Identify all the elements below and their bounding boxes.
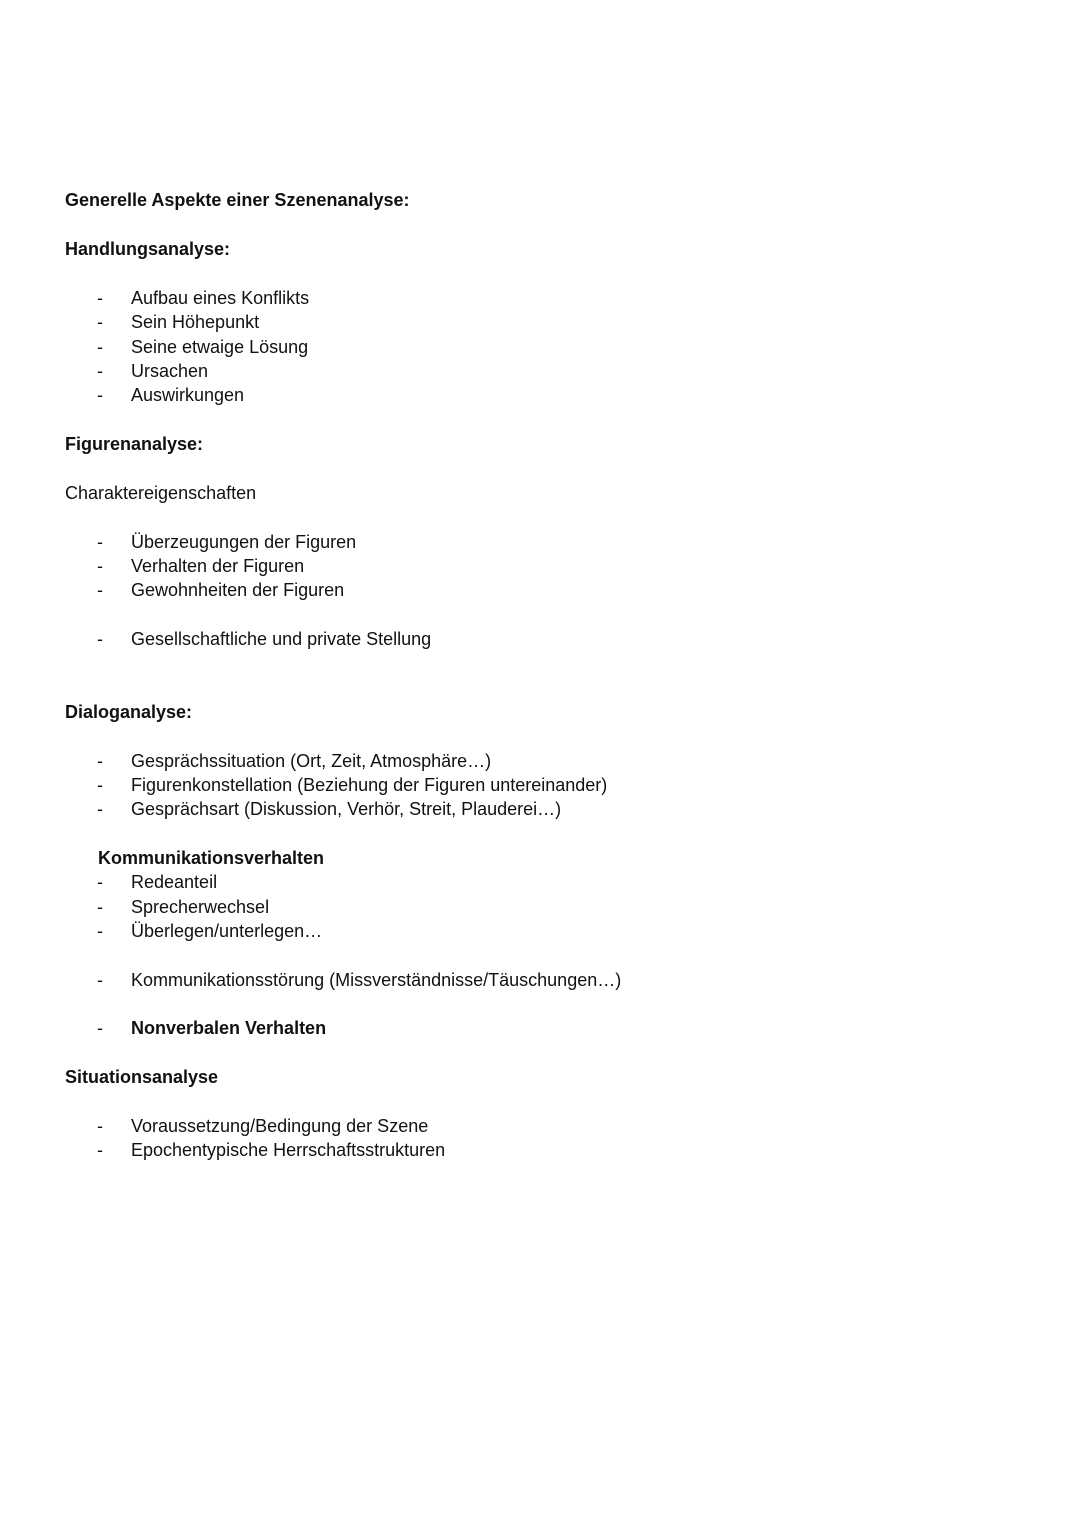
bullet-dash: -	[97, 629, 103, 649]
list-item: Voraussetzung/Bedingung der Szene	[131, 1116, 429, 1136]
list-item: Gesprächssituation (Ort, Zeit, Atmosphäre…)	[131, 751, 492, 771]
list-item: Aufbau eines Konflikts	[131, 288, 310, 308]
bullet-dash: -	[97, 1018, 103, 1038]
list-item: Seine etwaige Lösung	[131, 337, 309, 357]
bullet-dash: -	[97, 921, 103, 941]
list-item: Gesellschaftliche und private Stellung	[131, 629, 432, 649]
bullet-dash: -	[97, 970, 103, 990]
list-item: Gewohnheiten der Figuren	[131, 580, 345, 600]
bullet-dash: -	[97, 288, 103, 308]
list-item: Redeanteil	[131, 872, 218, 892]
bullet-dash: -	[97, 775, 103, 795]
list-item: Überzeugungen der Figuren	[131, 532, 357, 552]
bullet-dash: -	[97, 1116, 103, 1136]
list-item: Verhalten der Figuren	[131, 556, 305, 576]
heading-figurenanalyse: Figurenanalyse:	[65, 434, 204, 454]
bullet-dash: -	[97, 799, 103, 819]
bullet-dash: -	[97, 580, 103, 600]
list-item: Gesprächsart (Diskussion, Verhör, Streit, Plauderei…)	[131, 799, 562, 819]
heading-situationsanalyse: Situationsanalyse	[65, 1067, 219, 1087]
bullet-dash: -	[97, 361, 103, 381]
bullet-dash: -	[97, 1140, 103, 1160]
list-item: Ursachen	[131, 361, 209, 381]
bullet-dash: -	[97, 532, 103, 552]
bullet-dash: -	[97, 337, 103, 357]
list-item: Epochentypische Herrschaftsstrukturen	[131, 1140, 446, 1160]
list-item: Figurenkonstellation (Beziehung der Figuren untereinander)	[131, 775, 608, 795]
list-item: Auswirkungen	[131, 385, 245, 405]
heading-handlungsanalyse: Handlungsanalyse:	[65, 239, 231, 259]
bullet-dash: -	[97, 385, 103, 405]
subheading-kommunikationsverhalten: Kommunikationsverhalten	[98, 848, 325, 868]
bullet-dash: -	[97, 751, 103, 771]
list-item: Sein Höhepunkt	[131, 312, 260, 332]
list-item: Sprecherwechsel	[131, 897, 270, 917]
bullet-dash: -	[97, 897, 103, 917]
document-title: Generelle Aspekte einer Szenenanalyse:	[65, 190, 410, 210]
list-item-bold: Nonverbalen Verhalten	[131, 1018, 327, 1038]
list-item: Kommunikationsstörung (Missverständnisse/Täuschungen…)	[131, 970, 622, 990]
heading-dialoganalyse: Dialoganalyse:	[65, 702, 193, 722]
list-item: Überlegen/unterlegen…	[131, 921, 323, 941]
bullet-dash: -	[97, 556, 103, 576]
subheading-charaktereigenschaften: Charaktereigenschaften	[65, 483, 257, 503]
bullet-dash: -	[97, 872, 103, 892]
bullet-dash: -	[97, 312, 103, 332]
